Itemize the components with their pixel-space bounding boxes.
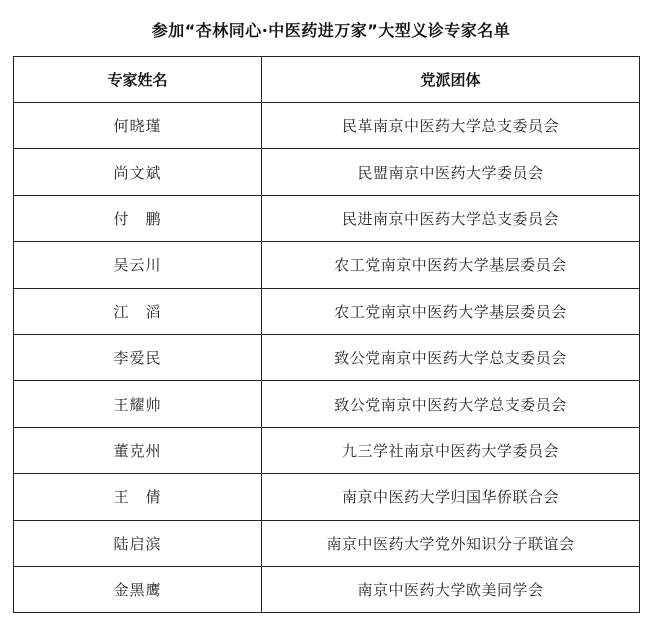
party-group: 南京中医药大学归国华侨联合会 <box>262 474 640 520</box>
party-group: 农工党南京中医药大学基层委员会 <box>262 288 640 334</box>
expert-name: 吴云川 <box>14 242 262 288</box>
table-row <box>14 427 640 473</box>
header-expert-name: 专家姓名 <box>14 57 262 103</box>
table-row <box>14 381 640 427</box>
party-group: 民革南京中医药大学总支委员会 <box>262 103 640 149</box>
expert-name: 付 鹏 <box>14 195 262 241</box>
expert-name: 董克州 <box>14 427 262 473</box>
party-group: 民盟南京中医药大学委员会 <box>262 149 640 195</box>
table-row <box>14 288 640 334</box>
table-row <box>14 334 640 380</box>
expert-name: 李爱民 <box>14 334 262 380</box>
party-group: 南京中医药大学欧美同学会 <box>262 566 640 612</box>
table-row <box>14 520 640 566</box>
table-row <box>14 566 640 612</box>
expert-name: 金黑鹰 <box>14 566 262 612</box>
header-party-group: 党派团体 <box>262 57 640 103</box>
table-row <box>14 195 640 241</box>
party-group: 农工党南京中医药大学基层委员会 <box>262 242 640 288</box>
expert-name: 江 滔 <box>14 288 262 334</box>
party-group: 致公党南京中医药大学总支委员会 <box>262 334 640 380</box>
expert-name: 王 倩 <box>14 474 262 520</box>
expert-name: 尚文斌 <box>14 149 262 195</box>
table-header-row <box>14 57 640 103</box>
table-row <box>14 103 640 149</box>
expert-name: 陆启滨 <box>14 520 262 566</box>
table-row <box>14 149 640 195</box>
party-group: 致公党南京中医药大学总支委员会 <box>262 381 640 427</box>
party-group: 九三学社南京中医药大学委员会 <box>262 427 640 473</box>
expert-name: 何晓瑾 <box>14 103 262 149</box>
table-row <box>14 242 640 288</box>
expert-table <box>13 56 640 613</box>
expert-name: 王耀帅 <box>14 381 262 427</box>
table-row <box>14 474 640 520</box>
party-group: 民进南京中医药大学总支委员会 <box>262 195 640 241</box>
document-title: 参加“杏林同心·中医药进万家”大型义诊专家名单 <box>151 21 511 40</box>
party-group: 南京中医药大学党外知识分子联谊会 <box>262 520 640 566</box>
